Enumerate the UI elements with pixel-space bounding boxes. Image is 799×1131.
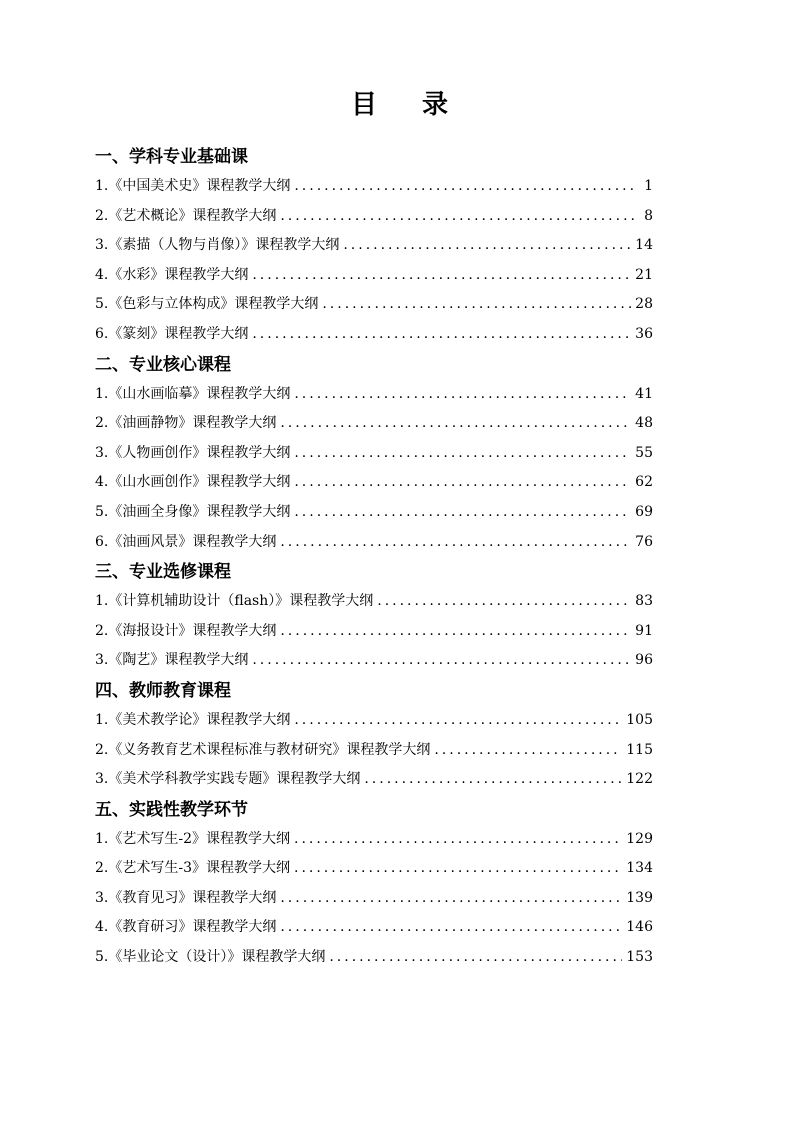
toc-entry-page-number: 69 (635, 503, 653, 520)
toc-entry[interactable] (95, 468, 653, 498)
toc-entry-page-number: 36 (635, 325, 653, 342)
toc-entry-page-number: 115 (626, 741, 653, 758)
dot-leader (294, 380, 631, 410)
dot-leader (280, 617, 631, 647)
toc-entry-label: 5.《毕业论文（设计）》课程教学大纲 (95, 949, 326, 966)
toc-entry-page-number: 62 (635, 474, 653, 491)
toc-entry[interactable] (95, 290, 653, 320)
dot-leader (329, 943, 622, 973)
dot-leader (434, 736, 622, 766)
toc-entry-page-number: 129 (626, 830, 653, 847)
toc-entry[interactable] (95, 380, 653, 410)
section-heading: 三、专业选修课程 (95, 562, 231, 583)
toc-entry-page-number: 91 (635, 622, 653, 639)
toc-entry-label: 1.《山水画临摹》课程教学大纲 (95, 385, 291, 402)
toc-entry-label: 1.《艺术写生-2》课程教学大纲 (95, 830, 290, 847)
toc-entry-page-number: 96 (635, 652, 653, 669)
toc-entry[interactable] (95, 320, 653, 350)
toc-entry[interactable] (95, 528, 653, 558)
toc-entry-page-number: 41 (635, 385, 653, 402)
toc-entry[interactable] (95, 736, 653, 766)
section-heading: 五、实践性教学环节 (95, 799, 248, 820)
toc-entry-page-number: 14 (635, 237, 653, 254)
toc-entry-page-number: 55 (635, 444, 653, 461)
toc-entry-label: 2.《艺术写生-3》课程教学大纲 (95, 860, 290, 877)
toc-entry-label: 3.《人物画创作》课程教学大纲 (95, 444, 291, 461)
toc-entry[interactable] (95, 261, 653, 291)
toc-entry-page-number: 134 (626, 860, 653, 877)
dot-leader (322, 290, 631, 320)
toc-entry[interactable] (95, 202, 653, 232)
toc-entry[interactable] (95, 913, 653, 943)
dot-leader (294, 468, 631, 498)
toc-entry-label: 6.《油画风景》课程教学大纲 (95, 533, 277, 550)
toc-entry[interactable] (95, 439, 653, 469)
toc-entry[interactable] (95, 498, 653, 528)
dot-leader (364, 765, 622, 795)
toc-entry-label: 3.《美术学科教学实践专题》课程教学大纲 (95, 771, 361, 788)
toc-entry-page-number: 153 (626, 949, 653, 966)
dot-leader (280, 884, 622, 914)
toc-entry-page-number: 146 (626, 919, 653, 936)
toc-entry-label: 1.《中国美术史》课程教学大纲 (95, 178, 291, 194)
toc-entry[interactable] (95, 646, 653, 676)
toc-entry[interactable] (95, 884, 653, 914)
toc-entry-label: 3.《教育见习》课程教学大纲 (95, 889, 277, 906)
toc-entry-page-number: 105 (626, 711, 653, 728)
table-of-contents (95, 142, 653, 973)
toc-entry-page-number: 122 (626, 771, 653, 788)
toc-entry-label: 1.《美术教学论》课程教学大纲 (95, 711, 291, 728)
toc-entry[interactable] (95, 172, 653, 202)
toc-entry-label: 6.《篆刻》课程教学大纲 (95, 325, 249, 342)
dot-leader (294, 854, 622, 884)
section-heading: 一、学科专业基础课 (95, 147, 248, 167)
toc-entry-label: 2.《义务教育艺术课程标准与教材研究》课程教学大纲 (95, 741, 431, 758)
toc-entry-label: 5.《油画全身像》课程教学大纲 (95, 503, 291, 520)
dot-leader (294, 172, 635, 202)
toc-entry[interactable] (95, 231, 653, 261)
toc-entry[interactable] (95, 617, 653, 647)
dot-leader (280, 409, 631, 439)
dot-leader (280, 528, 631, 558)
dot-leader (294, 706, 622, 736)
dot-leader (280, 913, 622, 943)
dot-leader (252, 261, 631, 291)
toc-entry-label: 4.《水彩》课程教学大纲 (95, 266, 249, 283)
toc-entry-page-number: 28 (635, 296, 653, 313)
toc-entry-label: 2.《艺术概论》课程教学大纲 (95, 207, 277, 224)
toc-entry-page-number: 21 (635, 266, 653, 283)
toc-entry[interactable] (95, 765, 653, 795)
toc-entry-page-number: 1 (644, 178, 653, 194)
toc-entry[interactable] (95, 409, 653, 439)
toc-entry-label: 4.《山水画创作》课程教学大纲 (95, 474, 291, 491)
toc-entry-label: 3.《素描（人物与肖像）》课程教学大纲 (95, 237, 340, 254)
toc-entry-label: 1.《计算机辅助设计（flash）》课程教学大纲 (95, 593, 374, 610)
page-title: 目 录 (350, 90, 467, 120)
dot-leader (294, 825, 622, 855)
dot-leader (294, 498, 631, 528)
toc-entry-page-number: 48 (635, 415, 653, 432)
dot-leader (280, 202, 635, 232)
dot-leader (252, 646, 631, 676)
toc-entry-label: 4.《教育研习》课程教学大纲 (95, 919, 277, 936)
toc-entry-page-number: 76 (635, 533, 653, 550)
section-heading: 二、专业核心课程 (95, 354, 231, 375)
toc-entry[interactable] (95, 854, 653, 884)
toc-entry-label: 2.《油画静物》课程教学大纲 (95, 415, 277, 432)
section-heading: 四、教师教育课程 (95, 680, 231, 701)
dot-leader (343, 231, 631, 261)
dot-leader (377, 587, 631, 617)
toc-entry-label: 3.《陶艺》课程教学大纲 (95, 652, 249, 669)
toc-entry-page-number: 83 (635, 593, 653, 610)
toc-entry[interactable] (95, 825, 653, 855)
toc-entry[interactable] (95, 706, 653, 736)
toc-entry[interactable] (95, 587, 653, 617)
toc-entry[interactable] (95, 943, 653, 973)
toc-entry-page-number: 8 (644, 207, 653, 224)
toc-entry-page-number: 139 (626, 889, 653, 906)
toc-entry-label: 5.《色彩与立体构成》课程教学大纲 (95, 296, 319, 313)
toc-entry-label: 2.《海报设计》课程教学大纲 (95, 622, 277, 639)
dot-leader (294, 439, 631, 469)
dot-leader (252, 320, 631, 350)
